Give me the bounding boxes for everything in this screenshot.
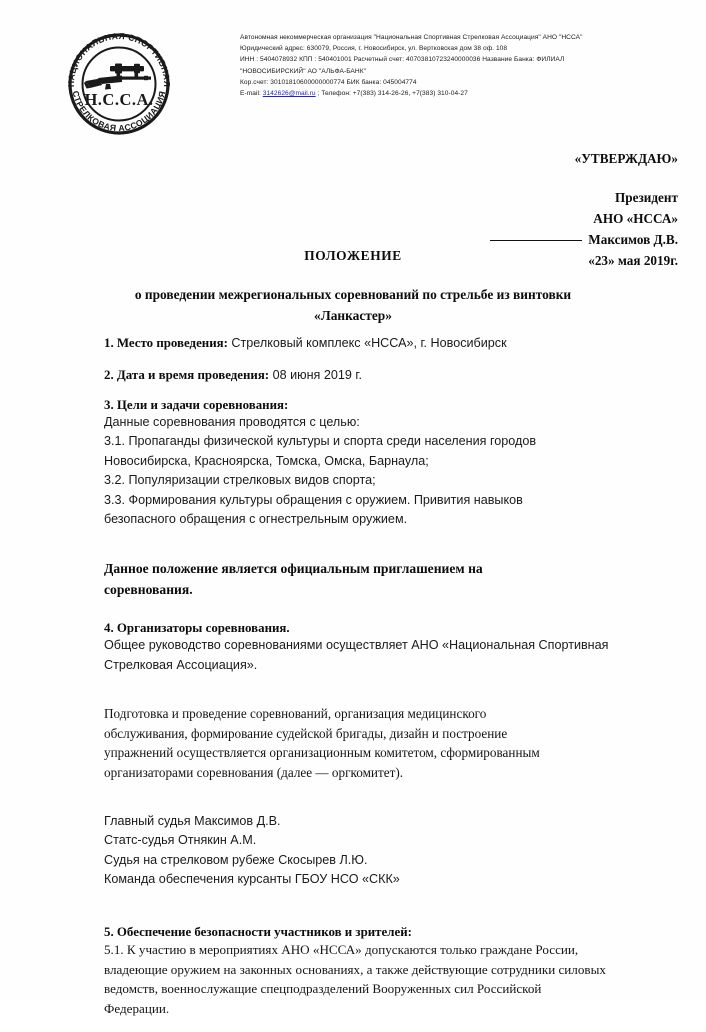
seal-center-text: Н.С.С.А. <box>84 90 154 109</box>
org-line-3: ИНН : 5404078932 КПП : 540401001 Расчетный счет: 40703810723240000036 Название Банка: ФИЛИАЛ <box>240 56 565 64</box>
subtitle-line-2: «Ланкастер» <box>314 308 392 323</box>
approver-name: Максимов Д.В. <box>588 232 678 247</box>
section-3-items <box>104 432 618 529</box>
seal-arc-bottom-text: СТРЕЛКОВАЯ АССОЦИАЦИЯ <box>70 89 168 134</box>
section-5-safety <box>104 925 618 1018</box>
section-2-value: 08 июня 2019 г. <box>269 368 362 382</box>
document-subtitle <box>103 284 603 326</box>
spacer-before-officials <box>104 797 618 812</box>
subtitle-line-1: о проведении межрегиональных соревнований по стрельбе из винтовки <box>134 287 572 302</box>
section-4-organizers <box>104 621 618 675</box>
section-3-intro: Данные соревнования проводятся с целью: <box>104 415 360 429</box>
contact-line <box>240 88 680 99</box>
section-2-datetime <box>104 366 618 384</box>
official-invitation-statement <box>104 558 618 600</box>
section-1-value: Стрелковый комплекс «НССА», г. Новосибирск <box>227 336 507 350</box>
section-4-heading: 4. Организаторы соревнования. <box>104 621 290 636</box>
goal-item-3-3-line-1: 3.3. Формирования культуры обращения с оружием. Привития навыков <box>104 492 523 507</box>
spacer-mid-section-4 <box>104 689 618 704</box>
s5-p1-line-1: 5.1. К участию в мероприятиях АНО «НССА» допускаются только граждане России, <box>104 942 579 957</box>
official-support-team: Команда обеспечения курсанты ГБОУ НСО «СКК» <box>104 872 400 887</box>
s4-p1-line-2: Стрелковая Ассоциация». <box>104 657 258 672</box>
section-1-heading: 1. Место проведения: <box>104 336 228 350</box>
spacer-before-declaration <box>104 543 618 558</box>
approver-organization: АНО «НССА» <box>593 211 678 226</box>
s4-p1-line-1: Общее руководство соревнованиями осуществляет АНО «Национальная Спортивная <box>104 638 609 653</box>
seal-arc-top-text: НАЦИОНАЛЬНАЯ СПОРТИВНАЯ <box>65 30 173 88</box>
section-4-paragraph-2 <box>104 704 618 782</box>
s5-p1-line-2: владеющие оружием на законных основаниях, а также действующие сотрудники силовых <box>104 961 606 977</box>
signature-row <box>358 229 678 250</box>
email-label: E-mail: <box>240 90 263 98</box>
phone-numbers: ; Телефон: +7(383) 314-26-26, +7(383) 310-04-27 <box>315 90 468 98</box>
org-line-2: Юридический адрес: 630079, Россия, г. Новосибирск, ул. Вертковская дом 38 оф. 108 <box>240 45 508 53</box>
nssa-seal-logo <box>58 26 180 138</box>
s5-p1-line-4: Федерации. <box>104 1000 170 1016</box>
approval-date: «23» мая 2019г. <box>588 253 678 268</box>
s4-p2-line-1: Подготовка и проведение соревнований, организация медицинского <box>104 706 487 722</box>
org-line-5: Кор.счет: 30101810600000000774 БИК банка: 045004774 <box>240 78 417 86</box>
official-chief-judge: Главный судья Максимов Д.В. <box>104 813 281 828</box>
spacer-before-section-4 <box>104 614 618 621</box>
officials-list <box>104 812 618 890</box>
goal-item-3-3-line-2: безопасного обращения с огнестрельным оружием. <box>104 512 408 527</box>
declaration-line-1: Данное положение является официальным приглашением на <box>104 561 483 577</box>
section-5-heading: 5. Обеспечение безопасности участников и зрителей: <box>104 925 412 939</box>
goal-item-3-2: 3.2. Популяризации стрелковых видов спорта; <box>104 473 376 488</box>
declaration-line-2: соревнования. <box>104 582 193 598</box>
letterhead <box>0 22 706 142</box>
section-5-1-paragraph <box>104 940 618 1018</box>
rifle-icon <box>84 64 151 90</box>
approver-position: Президент <box>615 190 678 205</box>
org-line-4: "НОВОСИБИРСКИЙ" АО "АЛЬФА-БАНК" <box>240 67 366 75</box>
s4-p2-line-2: обслуживания, формирование судейской бригады, дизайн и построение <box>104 725 508 741</box>
email-link[interactable]: 3142626@mail.ru <box>262 90 316 98</box>
org-line-1: Автономная некоммерческая организация "Национальная Спортивная Стрелковая Ассоциация" АНО "НССА" <box>240 34 583 41</box>
spacer-before-section-5 <box>104 904 618 925</box>
official-stats-judge: Статс-судья Отнякин А.М. <box>104 833 257 848</box>
approval-keyword: «УТВЕРЖДАЮ» <box>574 151 678 166</box>
document-body <box>104 334 618 1032</box>
document-title: ПОЛОЖЕНИЕ <box>304 248 402 263</box>
section-4-paragraph-1 <box>104 636 618 675</box>
goal-item-3-1-line-2: Новосибирска, Красноярска, Томска, Омска, Барнаула; <box>104 453 429 468</box>
official-range-judge: Судья на стрелковом рубеже Скосырев Л.Ю. <box>104 852 368 867</box>
signature-line <box>490 240 582 241</box>
section-3-goals <box>104 398 618 529</box>
section-2-heading: 2. Дата и время проведения: <box>104 368 270 382</box>
section-1-venue <box>104 334 618 352</box>
goal-item-3-1-line-1: 3.1. Пропаганды физической культуры и спорта среди населения городов <box>104 434 537 449</box>
s4-p2-line-4: организаторами соревнования (далее — оргкомитет). <box>104 765 404 781</box>
s5-p1-line-3: ведомств, военнослужащие спецподразделений Вооруженных сил Российской <box>104 981 542 996</box>
organization-details <box>240 32 680 99</box>
s4-p2-line-3: упражнений осуществляется организационным комитетом, сформированным <box>104 745 540 761</box>
section-3-heading: 3. Цели и задачи соревнования: <box>104 398 289 412</box>
